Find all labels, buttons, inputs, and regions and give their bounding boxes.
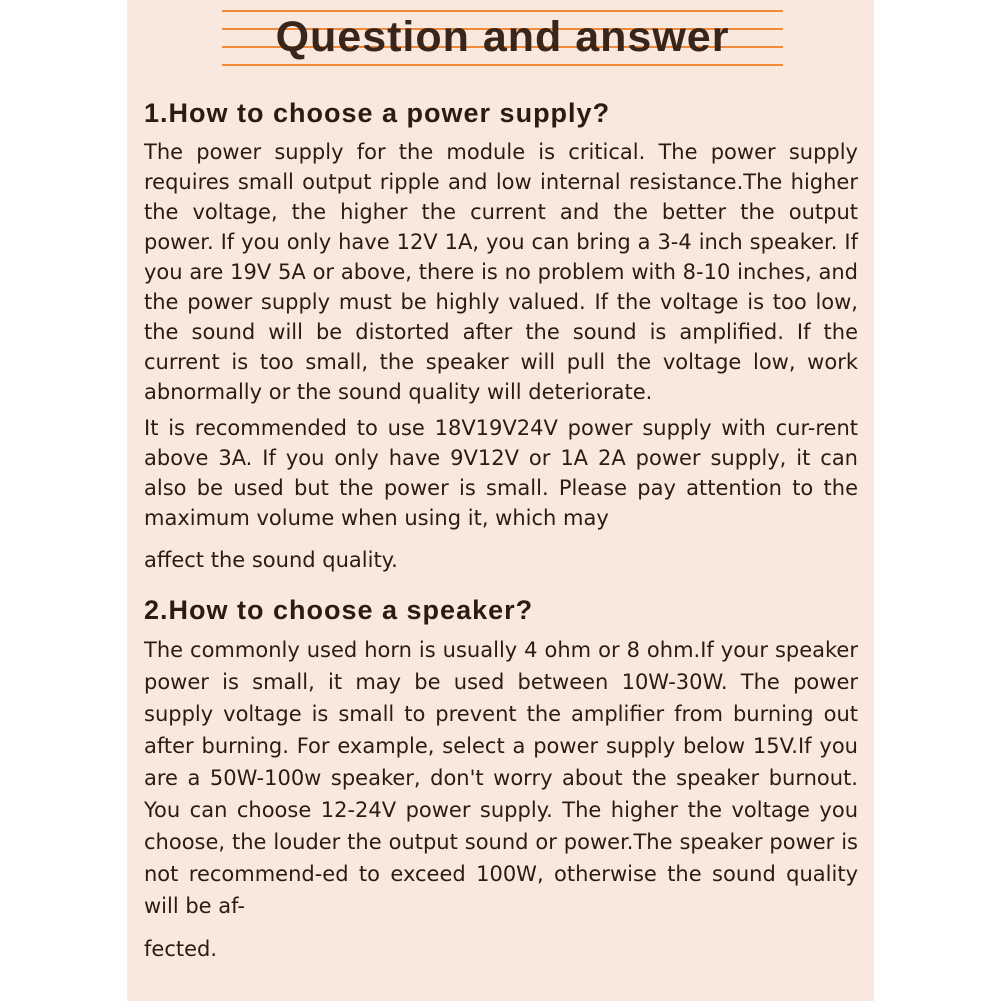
title-banner [222,10,783,74]
qa-section-speaker [144,589,858,964]
question-heading: 1.How to choose a power supply? [144,98,611,128]
page-title: Question and answer [275,13,730,61]
qa-section-power-supply [144,92,858,575]
product-detail-panel [127,0,874,1001]
decorative-line [222,64,783,66]
qa-content [144,92,858,964]
answer-paragraph: It is recommended to use 18V19V24V power supply with cur-rent above 3A. If you only have 9V12V or 1A 2A power supply, it can also be used but the power is small. Please pay attention to the maximum volume when using it, which may [144,416,858,530]
question-heading: 2.How to choose a speaker? [144,595,534,625]
answer-paragraph: The commonly used horn is usually 4 ohm or 8 ohm.If your speaker power is small, it may be used between 10W-30W. The power supply voltage is small to prevent the amplifier from burning out after burning. For example, select a power supply below 15V.If you are a 50W-100w speaker, don't worry about the speaker burnout. You can choose 12-24V power supply. The higher the voltage you choose, the louder the output sound or power.The speaker power is not recommend-ed to exceed 100W, otherwise the sound quality will be af- [144,638,858,918]
answer-paragraph: affect the sound quality. [144,548,398,572]
answer-paragraph: fected. [144,937,218,961]
answer-paragraph: The power supply for the module is critical. The power supply requires small output ripple and low internal resistance.The higher the voltage, the higher the current and the better the output power. If you only have 12V 1A, you can bring a 3-4 inch speaker. If you are 19V 5A or above, there is no problem with 8-10 inches, and the power supply must be highly valued. If the voltage is too low, the sound will be distorted after the sound is amplified. If the current is too small, the speaker will pull the voltage low, work abnormally or the sound quality will deteriorate. [144,140,858,404]
